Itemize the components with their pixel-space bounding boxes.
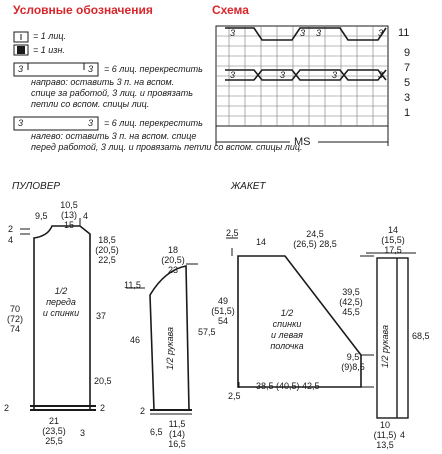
band-bottom-3: 13,5 xyxy=(376,440,394,450)
band-bottom-2: (11,5) xyxy=(373,430,397,440)
jacket-side-small xyxy=(338,352,368,372)
pullover-height-3: 74 xyxy=(9,324,20,334)
pullover-shoulder-2: (20,5) xyxy=(95,245,119,255)
pullover-label-2: переда xyxy=(46,297,76,307)
pullover-top-num-2: (13) xyxy=(60,210,77,220)
sleeve-bot-small: 6,5 xyxy=(150,427,163,437)
legend-cell-num-3: 3 xyxy=(18,118,24,128)
pullover-side: 37 xyxy=(96,311,107,321)
legend-cell-num: 3 xyxy=(18,64,24,74)
legend-purl: = 1 изн. xyxy=(33,45,65,55)
band-top-1: 14 xyxy=(387,225,398,235)
scheme-row-9: 9 xyxy=(404,47,411,59)
pullover-left-small-1: 2 xyxy=(8,224,14,234)
legend-cross-left-line-2: перед работой, 3 лиц. и провязать петли со вспом. спицы лиц. xyxy=(31,142,303,152)
pullover-label-1: 1/2 xyxy=(54,286,68,296)
sleeve-bottom-1: 11,5 xyxy=(168,419,186,429)
sleeve-top-1: 18 xyxy=(167,245,178,255)
legend-cross-right-line-3: петли со вспом. спицы лиц. xyxy=(31,99,150,109)
pullover-height-2: (72) xyxy=(6,314,23,324)
pullover-top-nums xyxy=(54,200,84,230)
legend-cross-right-eq: = 6 лиц. перекрестить xyxy=(104,64,203,74)
legend-knit: = 1 лиц. xyxy=(33,31,66,41)
jacket-side-small-1: 9,5 xyxy=(346,352,360,362)
band-label: 1/2 рукава xyxy=(380,325,390,368)
jacket-left-1: 49 xyxy=(217,296,228,306)
jacket-bottom: 38,5 (40,5) 42,5 xyxy=(256,381,320,391)
pullover-label xyxy=(36,286,86,319)
scheme-cell-num-7: 3 xyxy=(332,70,338,80)
pullover-bottom-3: 25,5 xyxy=(45,436,63,446)
scheme-cell-num-2: 3 xyxy=(300,28,306,38)
pullover-bottom-2: (23,5) xyxy=(42,426,66,436)
jacket-title: ЖАКЕТ xyxy=(231,181,266,192)
legend-cross-left-eq: = 6 лиц. перекрестить xyxy=(104,118,203,128)
pullover-top-num-1: 10,5 xyxy=(60,200,78,210)
jacket-left-3: 54 xyxy=(217,316,228,326)
jacket-top-nums xyxy=(280,229,350,249)
sleeve-bot-left: 2 xyxy=(140,406,146,416)
scheme-row-3: 3 xyxy=(404,92,411,104)
scheme-row-5: 5 xyxy=(404,77,411,89)
sleeve-bottom-2: (14) xyxy=(168,429,185,439)
jacket-left xyxy=(210,296,236,326)
pullover-bottom-1: 21 xyxy=(48,416,59,426)
scheme-row-11: 11 xyxy=(398,27,410,39)
jacket-label-2: спинки xyxy=(272,319,302,329)
pullover-bottom xyxy=(34,416,74,446)
sleeve-left: 46 xyxy=(130,335,141,345)
legend-cross-right-line-2: спице за работой, 3 лиц. и провязать xyxy=(31,88,194,98)
band-bottom-small: 4 xyxy=(400,430,406,440)
jacket-right-3: 45,5 xyxy=(342,307,360,317)
scheme-cell-num-3: 3 xyxy=(316,28,322,38)
legend-cross-right-line-1: направо: оставить 3 п. на вспом. xyxy=(31,77,175,87)
pullover-shoulder xyxy=(92,235,122,265)
jacket-label-1: 1/2 xyxy=(280,308,294,318)
jacket-label-4: полочка xyxy=(270,341,304,351)
legend-cross-left-line-1: налево: оставить 3 п. на вспом. спице xyxy=(31,131,197,141)
pullover-bottom-small: 3 xyxy=(80,428,86,438)
jacket-top-num-1: 24,5 xyxy=(306,229,324,239)
jacket-label-3: и левая xyxy=(271,330,303,340)
sleeve-cap: 11,5 xyxy=(124,280,141,290)
scheme-cell-num-8: 3 xyxy=(378,70,384,80)
jacket-label xyxy=(262,308,312,352)
scheme-cell-num-4: 3 xyxy=(378,28,384,38)
jacket-side-small-2: (9)8,5 xyxy=(341,362,365,372)
pullover-height-1: 70 xyxy=(9,304,20,314)
sleeve-right: 57,5 xyxy=(198,327,216,337)
legend-cell-num-2: 3 xyxy=(88,64,94,74)
scheme-row-1: 1 xyxy=(404,107,411,119)
pullover-label-3: и спинки xyxy=(42,308,80,318)
jacket-left-2: (51,5) xyxy=(211,306,235,316)
legend-title: Условные обозначения xyxy=(13,3,153,17)
band-bottom-1: 10 xyxy=(379,420,390,430)
scheme-ms: MS xyxy=(294,136,311,148)
pullover-left-small-2: 4 xyxy=(8,235,14,245)
band-top-2: (15,5) xyxy=(381,235,405,245)
band-top-3: 17,5 xyxy=(384,245,402,255)
pullover-title: ПУЛОВЕР xyxy=(12,181,61,192)
sleeve-label: 1/2 рукава xyxy=(165,327,175,370)
jacket-right-1: 39,5 xyxy=(342,287,360,297)
band-top xyxy=(376,225,410,255)
pullover-rib: 20,5 xyxy=(94,376,112,386)
sleeve-top-3: 23 xyxy=(167,265,178,275)
sleeve-top-2: (20,5) xyxy=(161,255,185,265)
pullover-bot-left: 2 xyxy=(4,403,10,413)
legend-cell-num-4: 3 xyxy=(88,118,94,128)
pullover-bot-right: 2 xyxy=(100,403,106,413)
sleeve-top xyxy=(156,245,190,275)
band-bottom xyxy=(372,420,398,450)
pullover-top-right: 4 xyxy=(83,211,89,221)
jacket-neck: 14 xyxy=(256,237,267,247)
jacket-bottom-small: 2,5 xyxy=(228,391,241,401)
jacket-right-2: (42,5) xyxy=(339,297,363,307)
band-right: 68,5 xyxy=(412,331,430,341)
scheme-cell-num-6: 3 xyxy=(280,70,286,80)
sleeve-bottom-3: 16,5 xyxy=(168,439,186,449)
pullover-shoulder-3: 22,5 xyxy=(98,255,116,265)
scheme-cell-num-5: 3 xyxy=(230,70,236,80)
jacket-right xyxy=(336,287,366,317)
pullover-neck-w: 9,5 xyxy=(35,211,48,221)
pullover-shoulder-1: 18,5 xyxy=(98,235,116,245)
scheme-cell-num-1: 3 xyxy=(230,28,236,38)
pullover-height xyxy=(4,304,26,334)
jacket-top-num-2: (26,5) 28,5 xyxy=(293,239,337,249)
scheme-row-7: 7 xyxy=(404,62,411,74)
pullover-top-num-3: 15 xyxy=(63,220,74,230)
sleeve-bottom xyxy=(160,419,194,449)
scheme-title: Схема xyxy=(212,3,249,17)
jacket-top-small: 2,5 xyxy=(226,228,239,238)
